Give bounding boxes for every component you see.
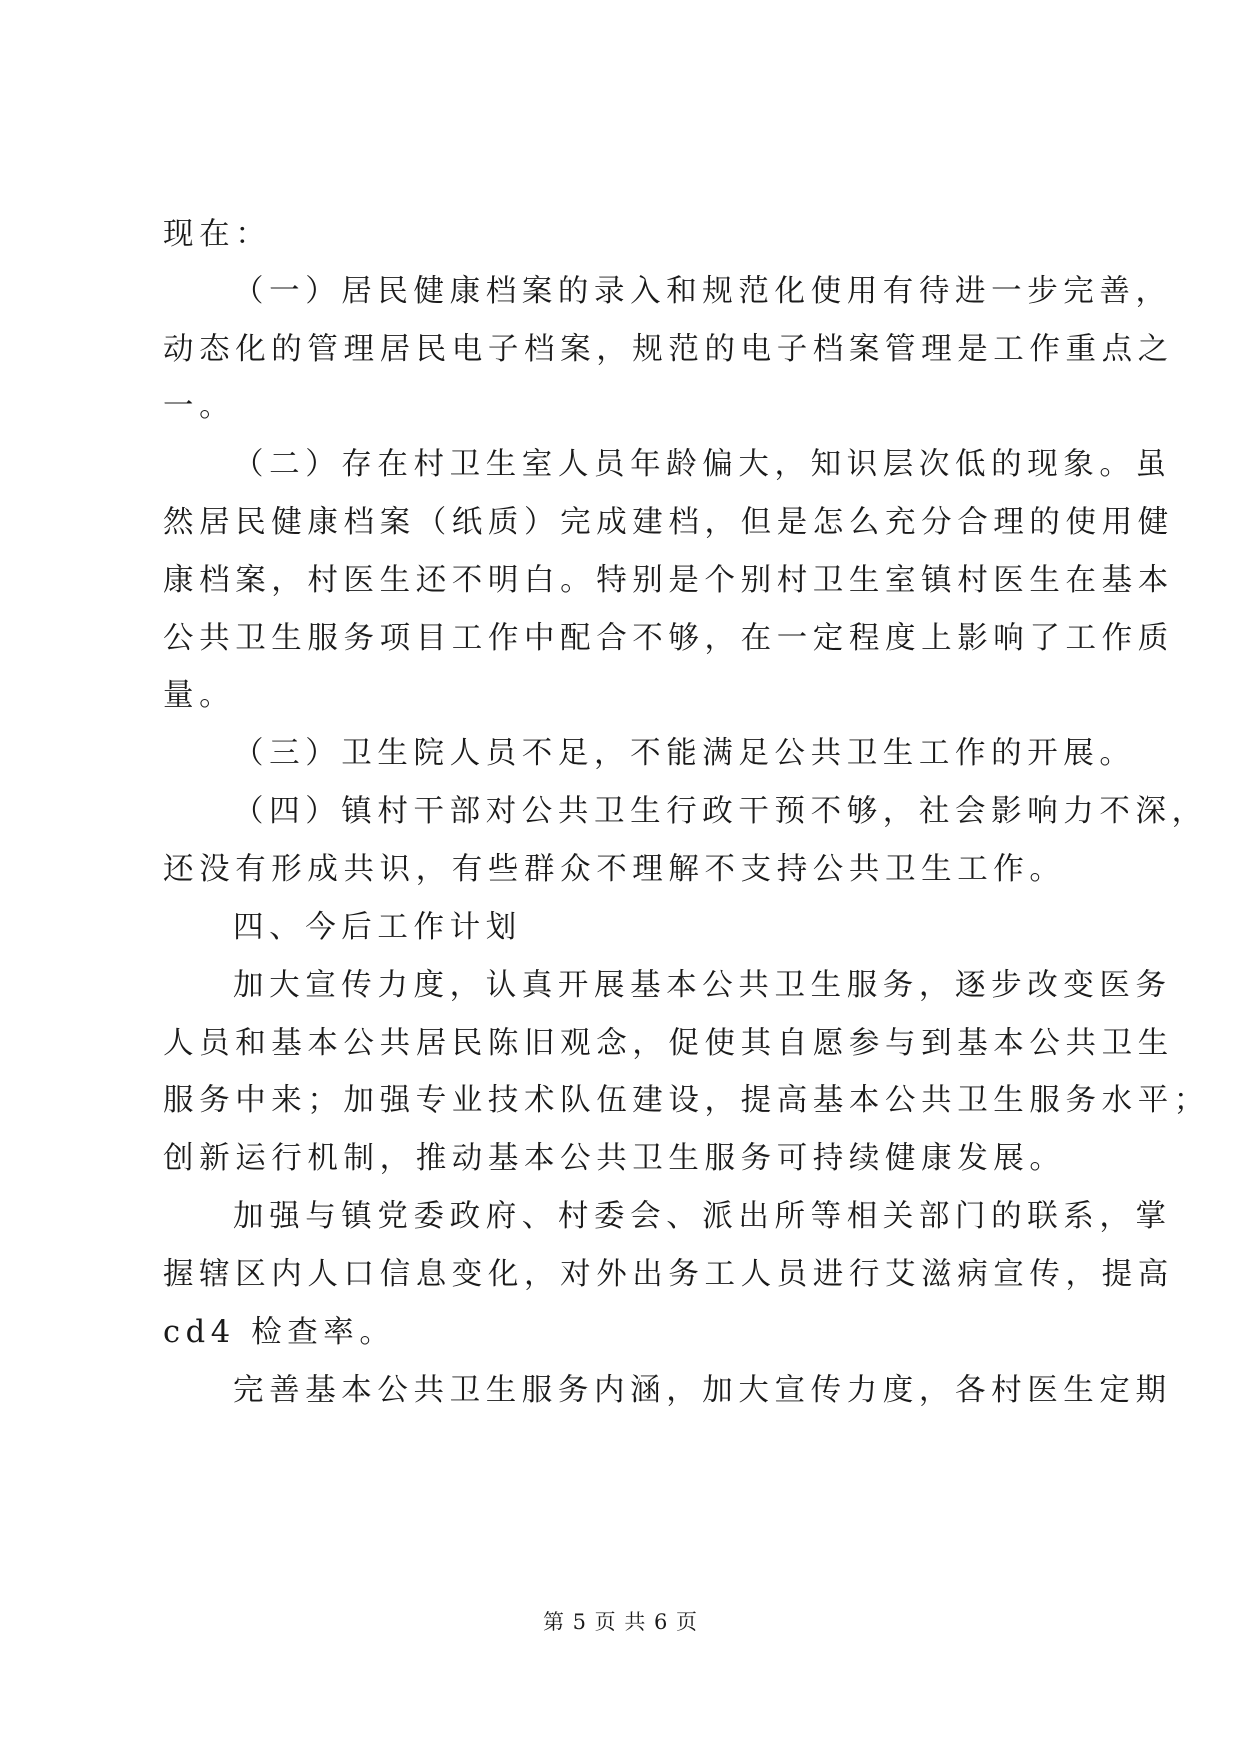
text-line: 动态化的管理居民电子档案，规范的电子档案管理是工作重点之	[163, 332, 1174, 367]
text-line: 创新运行机制，推动基本公共卫生服务可持续健康发展。	[163, 1141, 1066, 1176]
text-line: 还没有形成共识，有些群众不理解不支持公共卫生工作。	[163, 852, 1066, 887]
text-line: cd4 检查率。	[163, 1315, 396, 1350]
text-line: （三）卫生院人员不足，不能满足公共卫生工作的开展。	[233, 736, 1136, 771]
text-line: （二）存在村卫生室人员年龄偏大，知识层次低的现象。虽	[233, 447, 1172, 482]
text-line: （四）镇村干部对公共卫生行政干预不够，社会影响力不深，	[233, 794, 1208, 829]
text-line: （一）居民健康档案的录入和规范化使用有待进一步完善，	[233, 274, 1172, 309]
text-line: 人员和基本公共居民陈旧观念，促使其自愿参与到基本公共卫生	[163, 1026, 1174, 1061]
page-number-footer: 第 5 页 共 6 页	[542, 1610, 699, 1634]
section-heading: 四、今后工作计划	[233, 910, 522, 945]
text-line: 现在：	[163, 217, 272, 252]
text-line: 加大宣传力度，认真开展基本公共卫生服务，逐步改变医务	[233, 968, 1172, 1003]
text-line: 量。	[163, 678, 236, 713]
text-line: 然居民健康档案（纸质）完成建档，但是怎么充分合理的使用健	[163, 505, 1174, 540]
text-line: 握辖区内人口信息变化，对外出务工人员进行艾滋病宣传，提高	[163, 1257, 1174, 1292]
text-line: 完善基本公共卫生服务内涵，加大宣传力度，各村医生定期	[233, 1373, 1172, 1408]
text-line: 加强与镇党委政府、村委会、派出所等相关部门的联系，掌	[233, 1199, 1172, 1234]
text-line: 服务中来；加强专业技术队伍建设，提高基本公共卫生服务水平；	[163, 1083, 1210, 1118]
text-line: 公共卫生服务项目工作中配合不够，在一定程度上影响了工作质	[163, 621, 1174, 656]
text-line: 康档案，村医生还不明白。特别是个别村卫生室镇村医生在基本	[163, 563, 1174, 598]
text-line: 一。	[163, 389, 236, 424]
